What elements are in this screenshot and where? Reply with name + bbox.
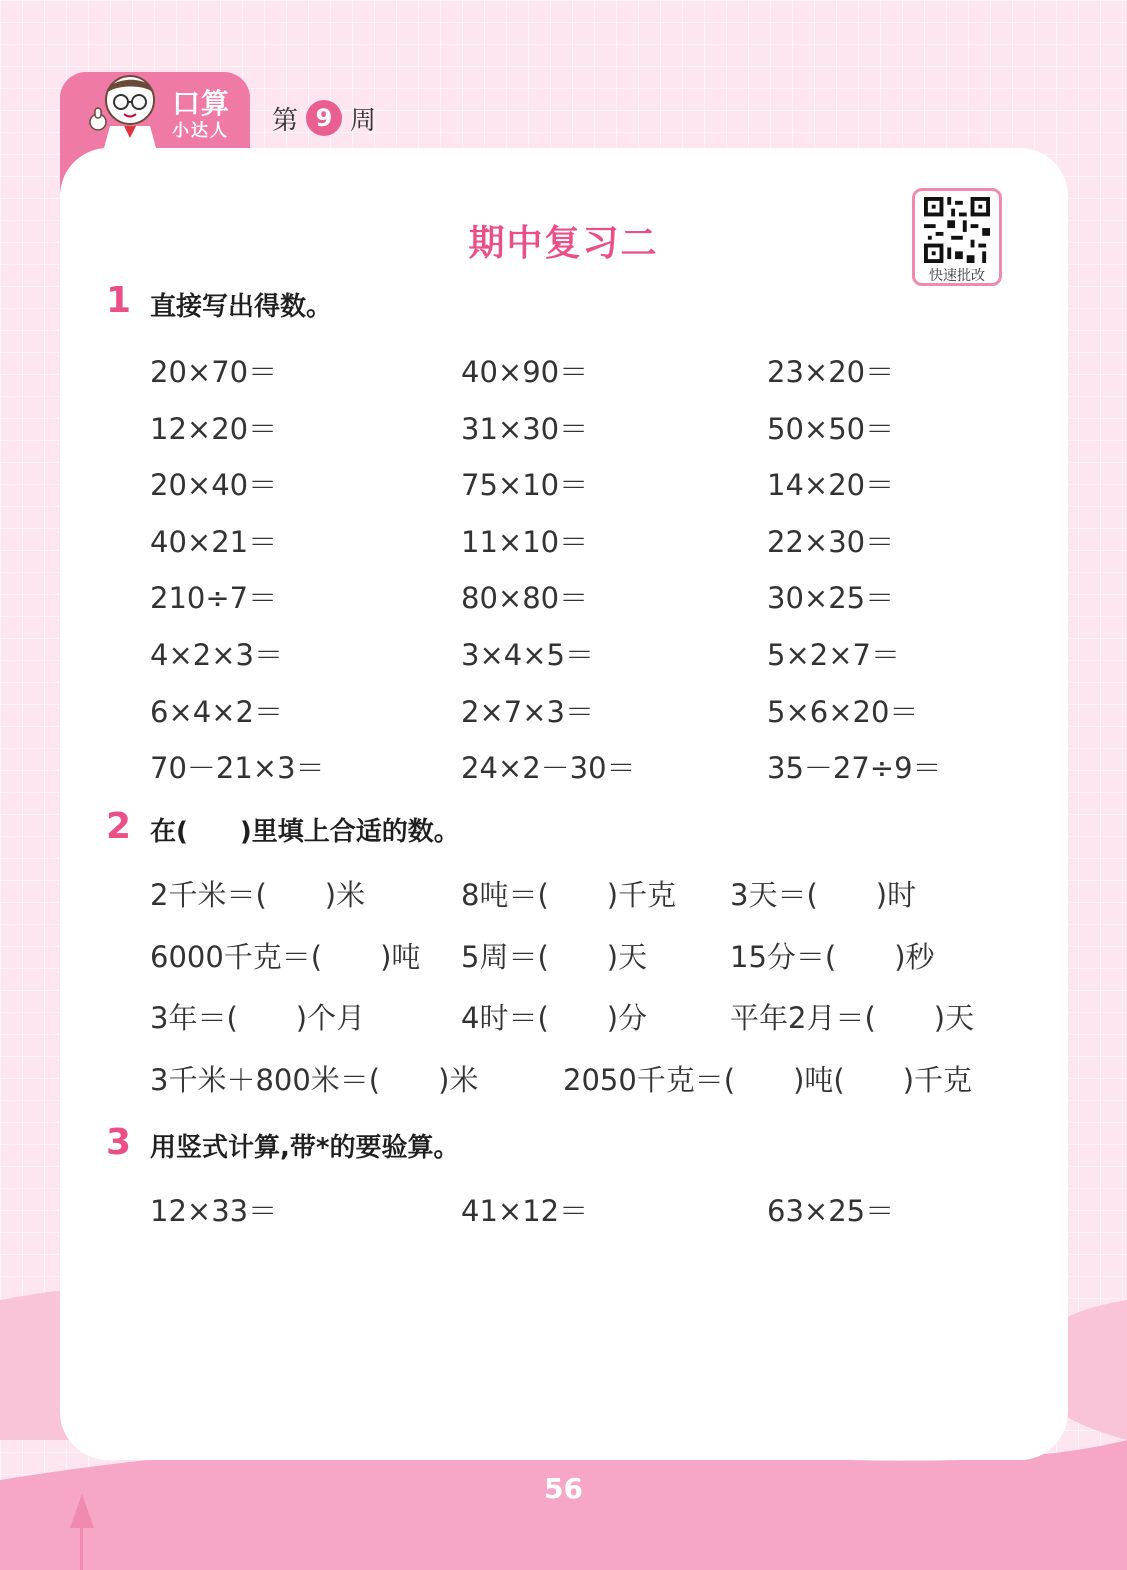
problem: 41×12＝ [461,1194,589,1228]
problem: 3年＝( )个月 [150,1001,366,1035]
problem: 31×30＝ [461,412,589,446]
problem: 平年2月＝( )天 [730,1001,975,1035]
problem: 210÷7＝ [150,581,278,615]
problem: 4时＝( )分 [461,1001,648,1035]
problem: 63×25＝ [767,1194,895,1228]
qr-code-icon [923,197,991,263]
problem: 8吨＝( )千克 [461,878,677,912]
problem: 12×20＝ [150,412,278,446]
problem: 5×6×20＝ [767,695,919,729]
problem: 20×40＝ [150,468,278,502]
page-title: 期中复习二 [468,223,659,264]
up-arrows-icon [52,1492,98,1570]
problem: 4×2×3＝ [150,638,283,672]
problem: 23×20＝ [767,355,895,389]
section-1-title: 直接写出得数。 [150,292,333,322]
problem: 2×7×3＝ [461,695,594,729]
week-suffix: 周 [350,105,377,136]
problem: 6×4×2＝ [150,695,283,729]
page-number: 56 [544,1472,583,1505]
problem: 3×4×5＝ [461,638,594,672]
problem: 50×50＝ [767,412,895,446]
problem: 2千米＝( )米 [150,878,366,912]
problem: 6000千克＝( )吨 [150,940,421,974]
problem: 12×33＝ [150,1194,278,1228]
problem: 80×80＝ [461,581,589,615]
week-indicator [272,100,376,136]
problem: 70－21×3＝ [150,751,325,785]
problem: 2050千克＝( )吨( )千克 [563,1063,973,1097]
section-2-title: 在( )里填上合适的数。 [150,817,460,847]
problem: 40×21＝ [150,525,278,559]
problem: 11×10＝ [461,525,589,559]
section-1-number: 1 [106,280,132,321]
section-2-number: 2 [106,806,132,847]
problem: 24×2－30＝ [461,751,636,785]
problem: 20×70＝ [150,355,278,389]
badge-subtitle: 小达人 [172,121,229,141]
problem: 14×20＝ [767,468,895,502]
section-3-title: 用竖式计算,带*的要验算。 [150,1133,460,1163]
content-card [60,148,1068,1460]
problem: 30×25＝ [767,581,895,615]
week-number: 9 [306,100,342,136]
problem: 40×90＝ [461,355,589,389]
qr-code[interactable] [912,188,1002,286]
qr-label: 快速批改 [929,268,985,284]
section-3-number: 3 [106,1122,132,1163]
problem: 5周＝( )天 [461,940,648,974]
problem: 22×30＝ [767,525,895,559]
mascot-boy-icon [78,72,164,148]
problem: 5×2×7＝ [767,638,900,672]
badge-title: 口算 [172,87,231,120]
problem: 35－27÷9＝ [767,751,942,785]
week-prefix: 第 [272,105,299,136]
problem: 3天＝( )时 [730,878,917,912]
problem: 15分＝( )秒 [730,940,935,974]
problem: 3千米＋800米＝( )米 [150,1063,479,1097]
problem: 75×10＝ [461,468,589,502]
